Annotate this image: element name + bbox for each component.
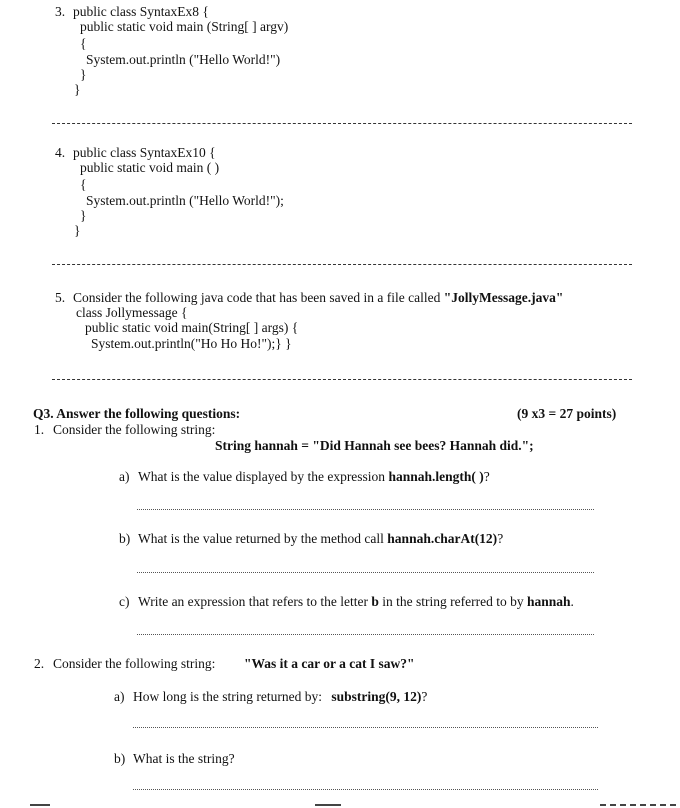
item1-number: 1. [34,422,45,437]
item1c-label: c) [119,594,130,609]
item1c-end: . [570,594,574,609]
item1a-code: hannah.length( ) [388,469,484,484]
item1b-code: hannah.charAt(12) [387,531,498,546]
item2-string-value: "Was it a car or a cat I saw?" [244,656,415,671]
q5-answer-line [52,379,632,380]
q5-line-3: System.out.println("Ho Ho Ho!");} } [91,336,292,351]
q3-line-3: { [80,36,87,51]
q5-filename: "JollyMessage.java" [443,290,564,305]
section-title: Q3. Answer the following questions: [33,406,241,421]
item1b-text: What is the value returned by the method call [138,531,388,546]
q3-line-6: } [74,82,81,97]
item1-text: Consider the following string: [53,422,216,437]
item2a-end: ? [421,689,428,704]
q3-line-4: System.out.println ("Hello World!") [86,52,281,67]
q4-number: 4. [55,145,66,160]
section-points: (9 x3 = 27 points) [517,406,617,421]
item1c-question [138,594,574,610]
q5-line-2: public static void main(String[ ] args) { [85,320,299,335]
item1a-label: a) [119,469,130,484]
q4-line-1: public class SyntaxEx10 { [73,145,216,160]
item2a-label: a) [114,689,125,704]
item1a-question [138,469,490,485]
q3-number: 3. [55,4,66,19]
q3-answer-line [52,123,632,124]
q4-line-3: { [80,177,87,192]
item2-number: 2. [34,656,45,671]
item2b-label: b) [114,751,126,766]
q4-line-2: public static void main ( ) [80,160,220,175]
q5-line-1: class Jollymessage { [76,305,188,320]
item1b-end: ? [497,531,504,546]
item2-text: Consider the following string: [53,656,216,671]
q4-answer-line [52,264,632,265]
q3-line-2: public static void main (String[ ] argv) [80,19,289,34]
q3-line-5: } [80,67,87,82]
item1b-label: b) [119,531,131,546]
q4-line-4: System.out.println ("Hello World!"); [86,193,284,208]
item1c-text-2: in the string referred to by [378,594,527,609]
item1a-answer-line [137,509,594,510]
item1c-answer-line [137,634,594,635]
q5-number: 5. [55,290,66,305]
item2a-answer-line [133,727,598,728]
footer-mark-right [600,804,676,806]
q3-line-1: public class SyntaxEx8 { [73,4,209,19]
footer-mark-center [315,804,341,806]
item2a-text: How long is the string returned by: [133,689,326,704]
item1c-letter: b [371,594,379,609]
item2b-answer-line [133,789,598,790]
q4-line-6: } [74,223,81,238]
item1-string-decl: String hannah = "Did Hannah see bees? Hannah did."; [215,438,534,453]
q4-line-5: } [80,208,87,223]
q5-intro [73,290,563,306]
item1b-answer-line [137,572,594,573]
item2b-text: What is the string? [133,751,235,766]
item1b-question [138,531,503,547]
item2a-code: substring(9, 12) [331,689,422,704]
item1c-var: hannah [526,594,571,609]
item1a-text: What is the value displayed by the expression [138,469,389,484]
item2a-question [133,689,427,705]
item1a-end: ? [483,469,490,484]
footer-mark-left [30,804,50,806]
item1c-text-1: Write an expression that refers to the letter [138,594,372,609]
q5-intro-text: Consider the following java code that has been saved in a file called [73,290,444,305]
